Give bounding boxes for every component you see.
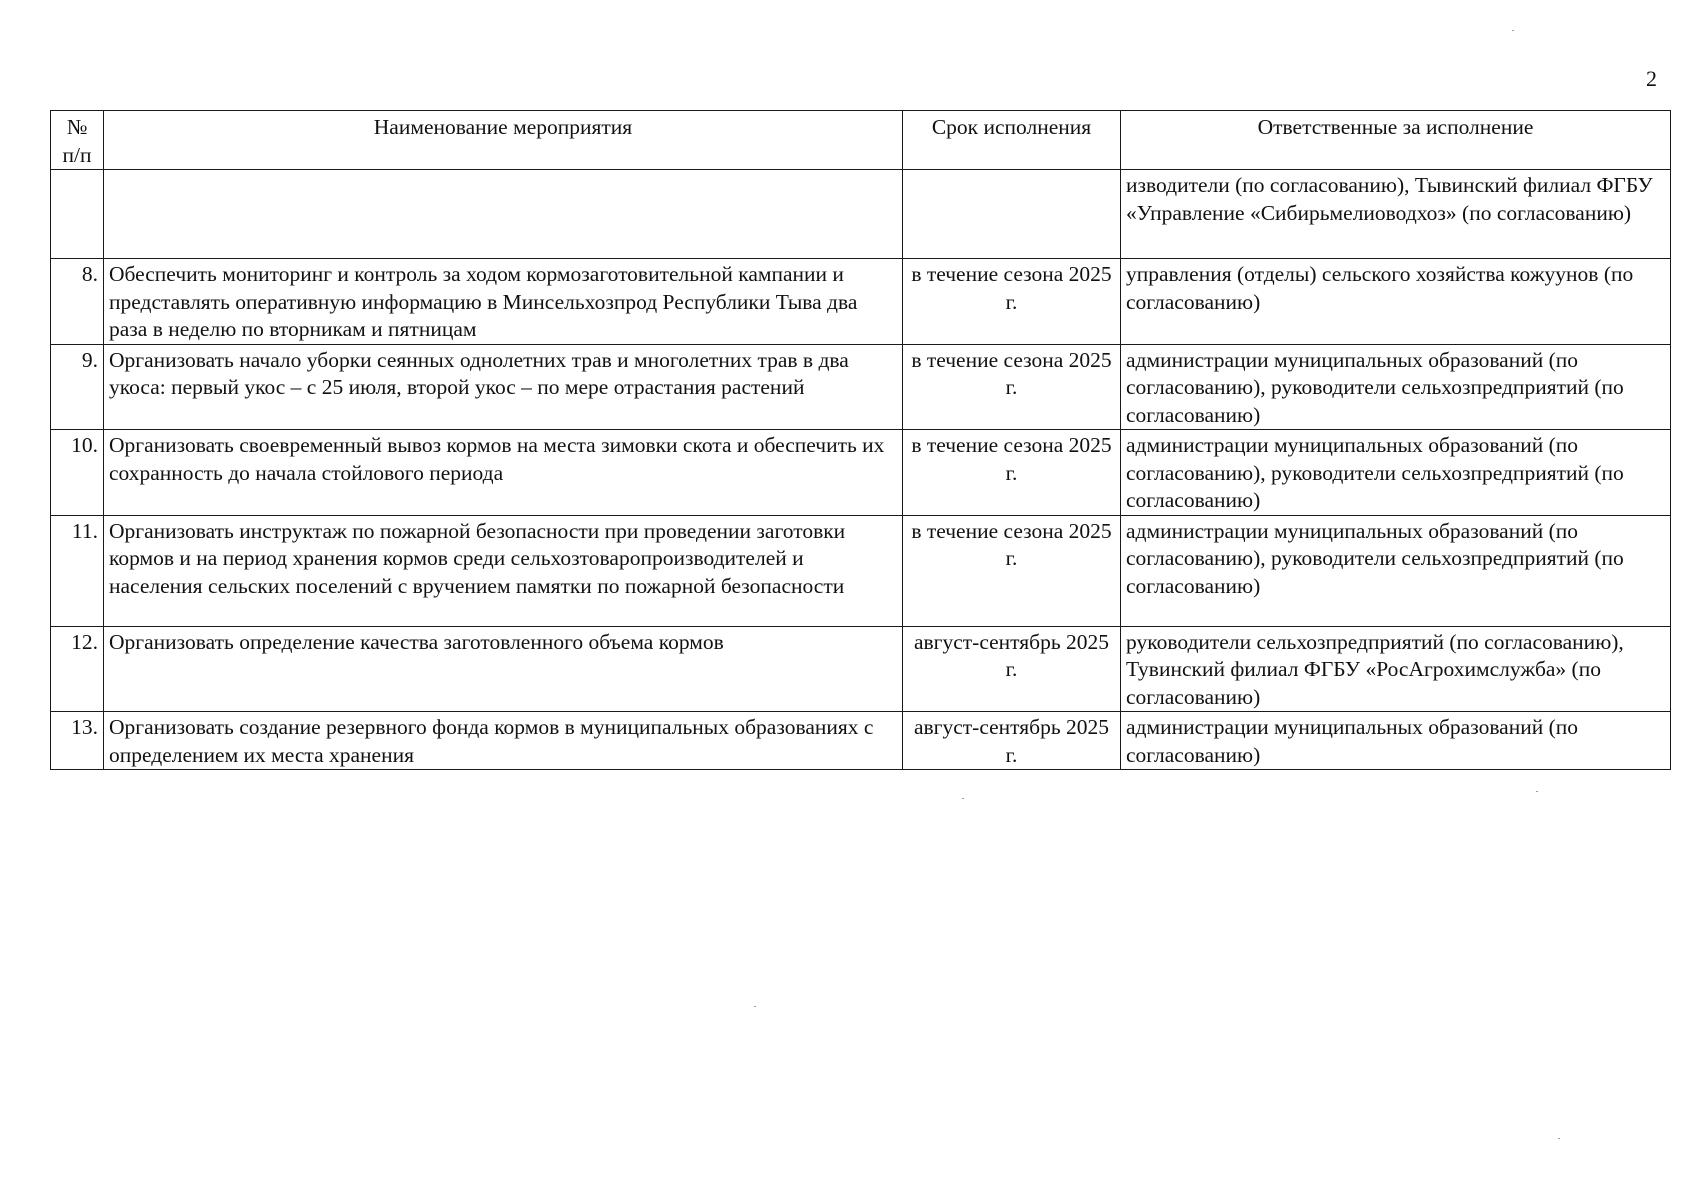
table-row xyxy=(51,515,1671,626)
header-num: № п/п xyxy=(51,111,104,170)
scan-artifact xyxy=(1558,1138,1560,1139)
table-row xyxy=(51,626,1671,712)
row-responsible: администрации муниципальных образований (по согласованию) xyxy=(1121,712,1671,770)
row-name xyxy=(104,170,903,259)
row-name: Организовать начало уборки сеянных однолетних трав и многолетних трав в два укоса: первый укос – с 25 июля, второй укос – по мере отрастания растений xyxy=(104,344,903,430)
header-term: Срок исполнения xyxy=(903,111,1121,170)
page-number: 2 xyxy=(1646,66,1657,91)
scan-artifact xyxy=(962,798,964,799)
row-num: 9. xyxy=(51,344,104,430)
row-term: в течение сезона 2025 г. xyxy=(903,344,1121,430)
row-num xyxy=(51,170,104,259)
header-name: Наименование мероприятия xyxy=(104,111,903,170)
row-num: 12. xyxy=(51,626,104,712)
row-term: в течение сезона 2025 г. xyxy=(903,430,1121,516)
row-responsible: руководители сельхозпредприятий (по согласованию), Тувинский филиал ФГБУ «РосАгрохимслужба» (по согласованию) xyxy=(1121,626,1671,712)
row-term: август-сентябрь 2025 г. xyxy=(903,712,1121,770)
table-row xyxy=(51,430,1671,516)
row-name: Организовать создание резервного фонда кормов в муниципальных образованиях с определением их места хранения xyxy=(104,712,903,770)
row-responsible: администрации муниципальных образований (по согласованию), руководители сельхозпредприятий (по согласованию) xyxy=(1121,344,1671,430)
scan-artifact xyxy=(1536,791,1538,792)
row-responsible: администрации муниципальных образований (по согласованию), руководители сельхозпредприятий (по согласованию) xyxy=(1121,515,1671,626)
row-term xyxy=(903,170,1121,259)
table-row xyxy=(51,712,1671,770)
row-num: 8. xyxy=(51,259,104,345)
table-row xyxy=(51,259,1671,345)
row-responsible: изводители (по согласованию), Тывинский филиал ФГБУ «Управление «Сибирьмелиоводхоз» (по согласованию) xyxy=(1121,170,1671,259)
row-name: Организовать своевременный вывоз кормов на места зимовки скота и обеспечить их сохранность до начала стойлового периода xyxy=(104,430,903,516)
row-num: 10. xyxy=(51,430,104,516)
row-name: Обеспечить мониторинг и контроль за ходом кормозаготовительной кампании и представлять оперативную информацию в Минсельхозпрод Республики Тыва два раза в неделю по вторникам и пятницам xyxy=(104,259,903,345)
header-responsible: Ответственные за исполнение xyxy=(1121,111,1671,170)
scan-artifact xyxy=(1512,30,1514,31)
row-term: в течение сезона 2025 г. xyxy=(903,515,1121,626)
table-header-row xyxy=(51,111,1671,170)
scan-artifact xyxy=(754,1006,756,1007)
row-name: Организовать определение качества заготовленного объема кормов xyxy=(104,626,903,712)
table-row xyxy=(51,344,1671,430)
row-term: в течение сезона 2025 г. xyxy=(903,259,1121,345)
row-responsible: администрации муниципальных образований (по согласованию), руководители сельхозпредприятий (по согласованию) xyxy=(1121,430,1671,516)
row-num: 11. xyxy=(51,515,104,626)
measures-table xyxy=(50,110,1671,770)
row-term: август-сентябрь 2025 г. xyxy=(903,626,1121,712)
row-name: Организовать инструктаж по пожарной безопасности при проведении заготовки кормов и на период хранения кормов среди сельхозтоваропроизводителей и населения сельских поселений с вручением памятки по пожарной безопасности xyxy=(104,515,903,626)
row-responsible: управления (отделы) сельского хозяйства кожуунов (по согласованию) xyxy=(1121,259,1671,345)
table-row xyxy=(51,170,1671,259)
row-num: 13. xyxy=(51,712,104,770)
